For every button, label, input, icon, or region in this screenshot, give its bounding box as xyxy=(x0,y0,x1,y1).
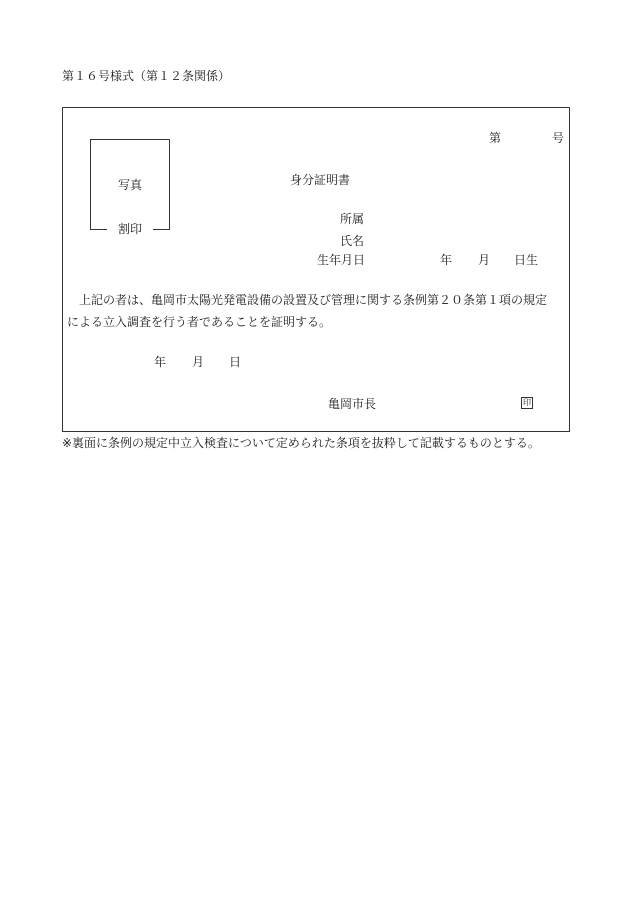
tally-seal-label: 割印 xyxy=(118,222,143,236)
name-label: 氏名 xyxy=(340,234,365,248)
official-seal-mark: 印 xyxy=(523,398,531,407)
issue-day-unit: 日 xyxy=(229,355,242,369)
photo-frame-bottom-left-line xyxy=(90,229,107,230)
document-title: 身分証明書 xyxy=(290,173,351,187)
issue-month-unit: 月 xyxy=(192,355,205,369)
birthdate-label: 生年月日 xyxy=(317,253,366,267)
certificate-number-suffix: 号 xyxy=(552,131,565,145)
form-number-label: 第１６号様式（第１２条関係） xyxy=(62,69,231,83)
certification-text-line-2: による立入調査を行う者であることを証明する。 xyxy=(67,315,332,329)
footnote: ※裏面に条例の規定中立入検査について定められた条項を抜粋して記載するものとする。 xyxy=(62,436,540,450)
photo-label: 写真 xyxy=(118,178,143,192)
photo-frame-bottom-right-line xyxy=(153,229,170,230)
birth-day-unit: 日生 xyxy=(514,253,539,267)
issuer-title: 亀岡市長 xyxy=(328,397,377,411)
certificate-number-prefix: 第 xyxy=(489,131,502,145)
certification-text-line-1: 上記の者は、亀岡市太陽光発電設備の設置及び管理に関する条例第２０条第１項の規定 xyxy=(67,293,548,307)
birth-month-unit: 月 xyxy=(478,253,491,267)
affiliation-label: 所属 xyxy=(340,212,365,226)
identity-certificate xyxy=(62,107,570,432)
issue-year-unit: 年 xyxy=(154,355,167,369)
birth-year-unit: 年 xyxy=(440,253,453,267)
